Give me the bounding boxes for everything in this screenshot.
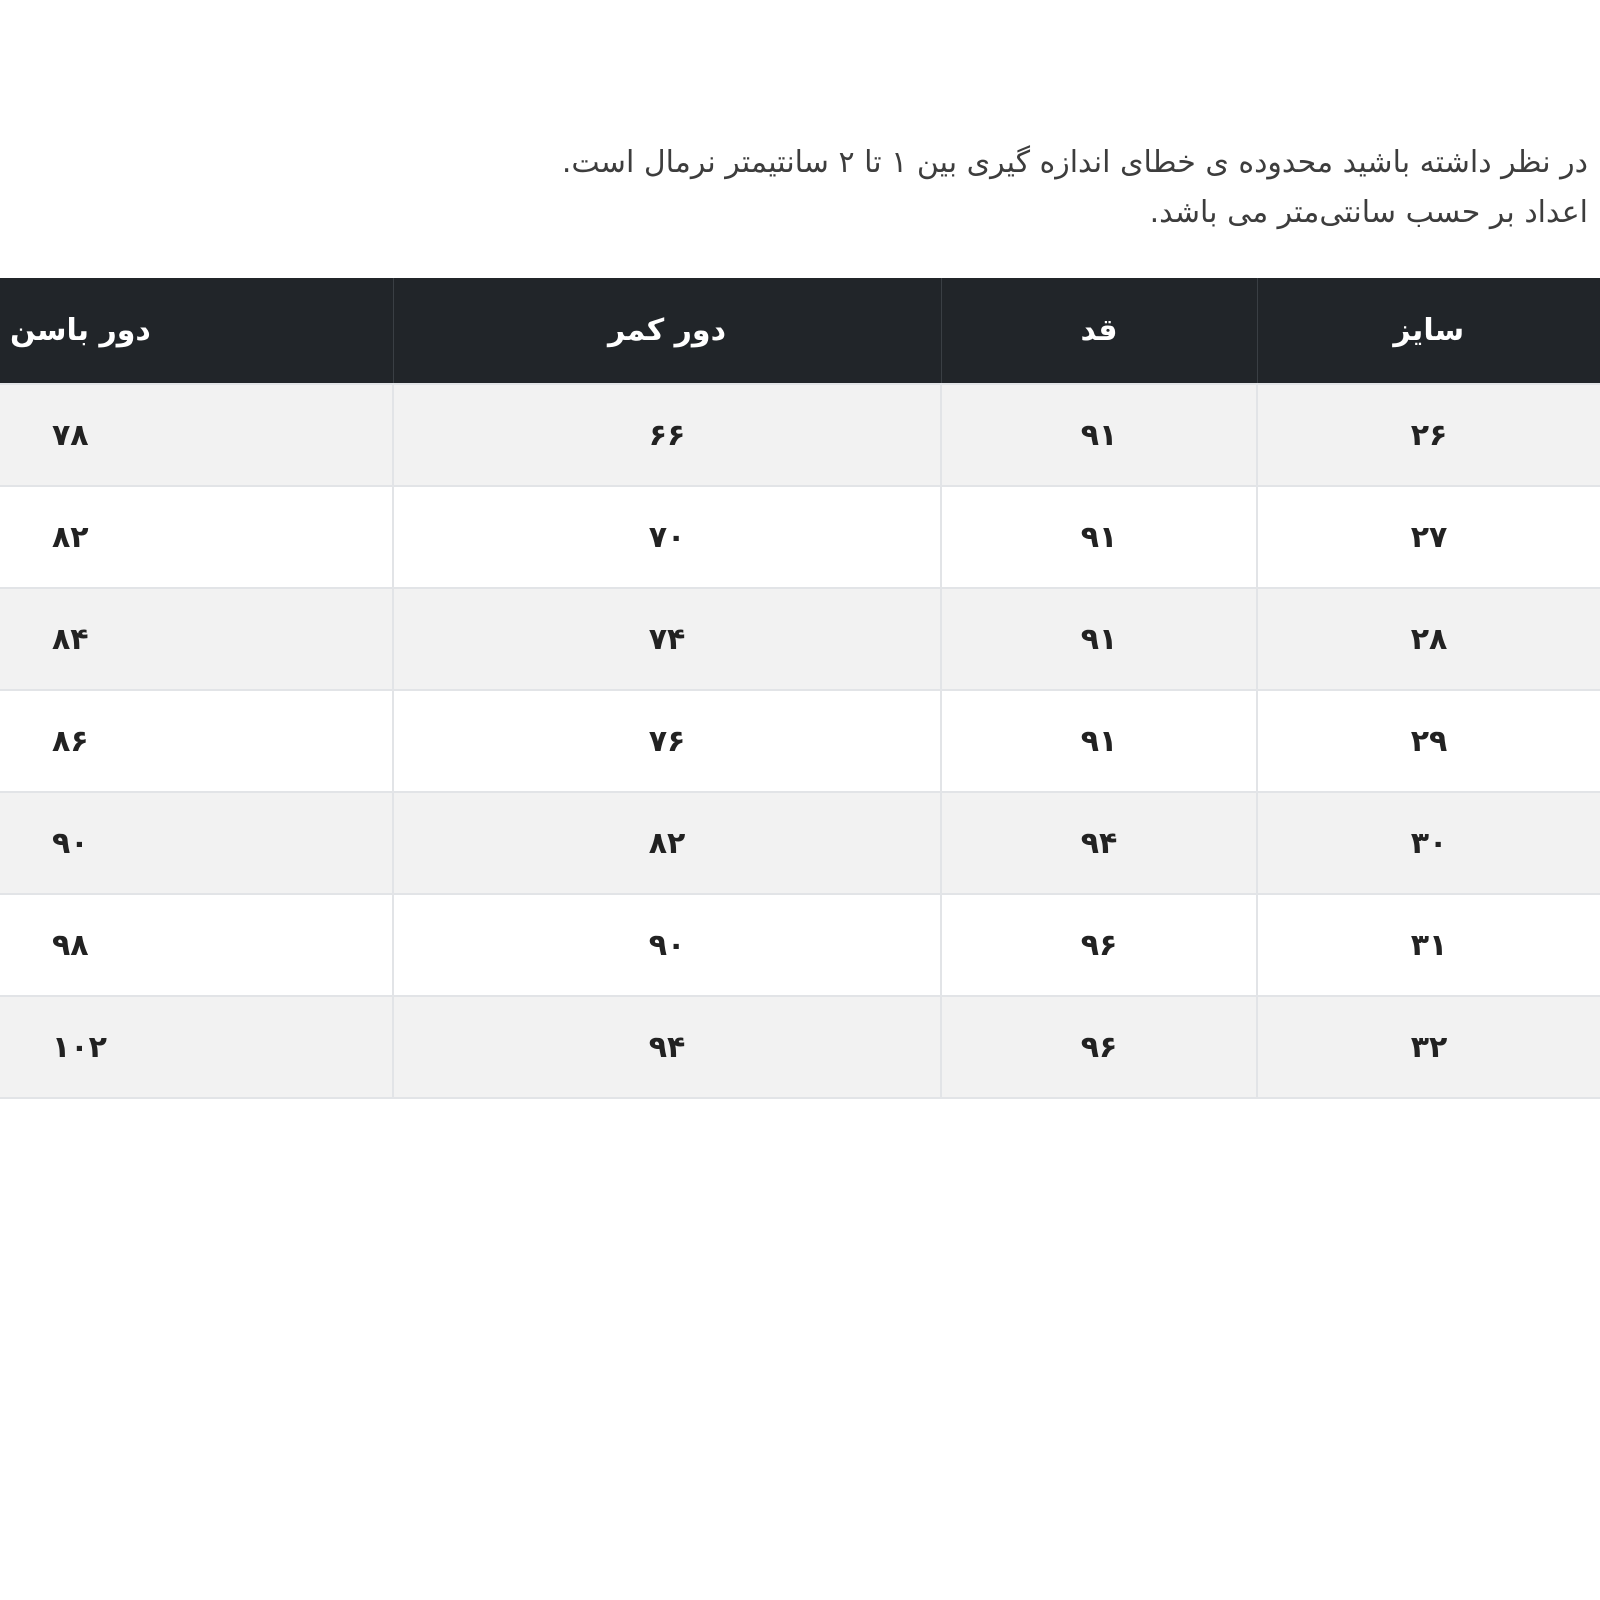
cell-waist: ۹۴ xyxy=(393,996,941,1098)
table-row xyxy=(0,792,1600,894)
table-row xyxy=(0,690,1600,792)
cell-waist: ۹۰ xyxy=(393,894,941,996)
header-height: قد xyxy=(941,278,1257,384)
cell-waist: ۷۶ xyxy=(393,690,941,792)
cell-height: ۹۴ xyxy=(941,792,1257,894)
cell-height: ۹۱ xyxy=(941,384,1257,486)
cell-height: ۹۱ xyxy=(941,588,1257,690)
cell-hip: ۹۸ xyxy=(0,894,393,996)
note-error-margin: در نظر داشته باشید محدوده ی خطای اندازه گیری بین ۱ تا ۲ سانتیمتر نرمال است. xyxy=(561,145,1588,180)
table-row xyxy=(0,996,1600,1098)
cell-size: ۲۹ xyxy=(1257,690,1600,792)
cell-size: ۲۸ xyxy=(1257,588,1600,690)
cell-size: ۲۶ xyxy=(1257,384,1600,486)
cell-waist: ۷۰ xyxy=(393,486,941,588)
cell-size: ۲۷ xyxy=(1257,486,1600,588)
table-row xyxy=(0,384,1600,486)
cell-height: ۹۱ xyxy=(941,486,1257,588)
header-waist: دور کمر xyxy=(393,278,941,384)
cell-hip: ۸۲ xyxy=(0,486,393,588)
table-row xyxy=(0,486,1600,588)
cell-hip: ۱۰۲ xyxy=(0,996,393,1098)
table-row xyxy=(0,588,1600,690)
cell-size: ۳۰ xyxy=(1257,792,1600,894)
measurement-notes xyxy=(300,138,1588,238)
header-size: سایز xyxy=(1257,278,1600,384)
table-row xyxy=(0,894,1600,996)
cell-height: ۹۶ xyxy=(941,996,1257,1098)
table-header-row xyxy=(0,278,1600,384)
cell-size: ۳۲ xyxy=(1257,996,1600,1098)
cell-hip: ۹۰ xyxy=(0,792,393,894)
header-hip: دور باسن xyxy=(0,278,393,384)
cell-waist: ۷۴ xyxy=(393,588,941,690)
cell-size: ۳۱ xyxy=(1257,894,1600,996)
cell-waist: ۸۲ xyxy=(393,792,941,894)
cell-height: ۹۱ xyxy=(941,690,1257,792)
cell-hip: ۸۶ xyxy=(0,690,393,792)
note-units: اعداد بر حسب سانتی‌متر می باشد. xyxy=(1149,195,1588,230)
size-chart-table xyxy=(0,278,1600,1099)
cell-waist: ۶۶ xyxy=(393,384,941,486)
cell-height: ۹۶ xyxy=(941,894,1257,996)
size-chart-table-container xyxy=(0,278,1600,1099)
cell-hip: ۸۴ xyxy=(0,588,393,690)
cell-hip: ۷۸ xyxy=(0,384,393,486)
